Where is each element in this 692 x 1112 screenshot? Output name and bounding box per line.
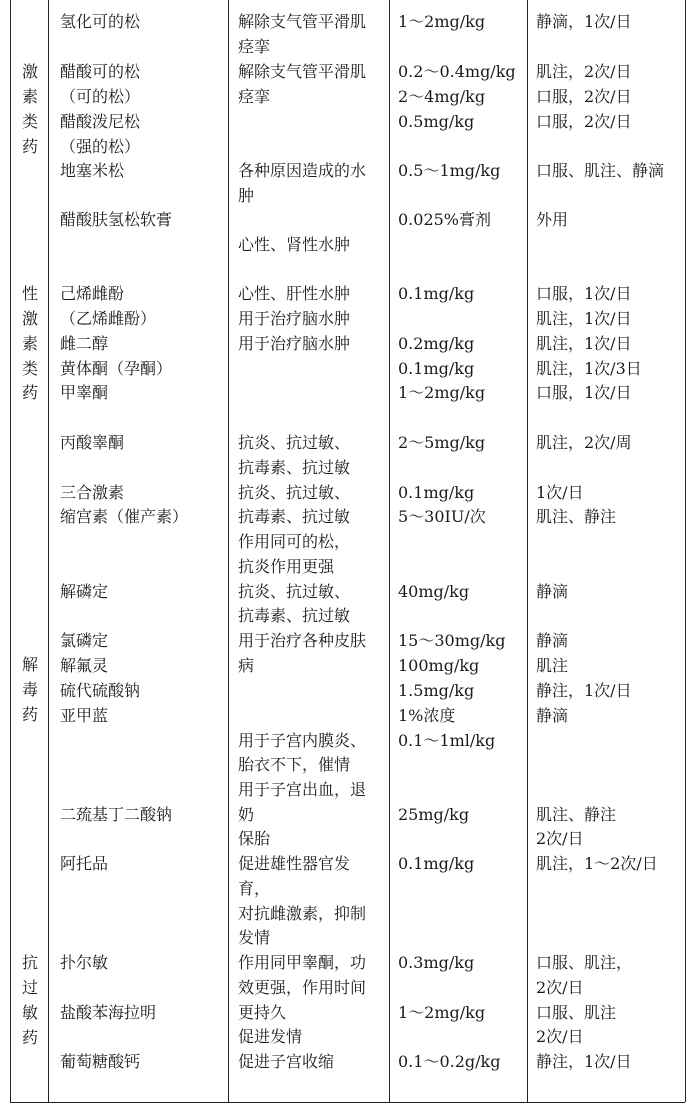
drug-dose: 0.1～1ml/kg (398, 731, 496, 750)
drug-use: 对抗雌激素，抑制 (238, 904, 367, 923)
drug-route: 肌注，1～2次/日 (536, 854, 658, 873)
drug-dose: 15～30mg/kg (398, 631, 506, 650)
column-border (389, 0, 390, 1102)
category-char: 药 (21, 1028, 38, 1047)
drug-name: 解磷定 (60, 582, 109, 601)
drug-use: 奶 (238, 805, 255, 824)
drug-use: 抗毒素、抗过敏 (238, 458, 351, 477)
drug-use: 作用同甲睾酮，功 (238, 953, 367, 972)
drug-name: 亚甲蓝 (60, 706, 109, 725)
category-char: 类 (21, 359, 38, 378)
drug-route: 口服，1次/日 (536, 383, 632, 402)
drug-name: （乙烯雌酚） (60, 309, 157, 328)
category-char: 激 (21, 62, 38, 81)
drug-use: 抗毒素、抗过敏 (238, 606, 351, 625)
table-bottom-border (10, 1102, 685, 1103)
drug-use: 作用同可的松， (238, 532, 351, 551)
category-char: 药 (21, 705, 38, 724)
category-char: 性 (21, 284, 38, 303)
drug-route: 肌注、静注 (536, 507, 617, 526)
drug-route: 口服、肌注、静滴 (536, 161, 665, 180)
drug-use: 抗炎作用更强 (238, 557, 335, 576)
drug-use: 用于治疗脑水肿 (238, 309, 351, 328)
drug-dose: 0.1mg/kg (398, 359, 475, 378)
column-border (527, 0, 528, 1102)
category-char: 素 (21, 334, 38, 353)
drug-dose: 0.5～1mg/kg (398, 161, 501, 180)
drug-dose: 0.2mg/kg (398, 334, 475, 353)
drug-name: 醋酸可的松 (60, 62, 141, 81)
drug-dose: 1～2mg/kg (398, 1003, 486, 1022)
category-char: 解 (21, 655, 38, 674)
drug-route: 静滴 (536, 582, 569, 601)
category-char: 药 (21, 137, 38, 156)
drug-use: 发情 (238, 928, 271, 947)
drug-route: 肌注，2次/周 (536, 433, 632, 452)
category-char: 素 (21, 87, 38, 106)
drug-use: 促进雄性器官发 (238, 854, 351, 873)
drug-name: 醋酸肤氢松软膏 (60, 210, 173, 229)
category-char: 敏 (21, 1003, 38, 1022)
drug-name: 三合激素 (60, 483, 125, 502)
drug-route: 2次/日 (536, 829, 584, 848)
drug-use: 促进发情 (238, 1027, 303, 1046)
drug-dose: 2～4mg/kg (398, 87, 486, 106)
drug-name: 盐酸苯海拉明 (60, 1003, 157, 1022)
drug-use: 育， (238, 879, 271, 898)
drug-route: 肌注、静注 (536, 805, 617, 824)
drug-use: 心性、肾性水肿 (238, 235, 351, 254)
drug-route: 静滴 (536, 706, 569, 725)
drug-dose: 0.1～0.2g/kg (398, 1052, 501, 1071)
drug-dose: 0.1mg/kg (398, 284, 475, 303)
drug-name: （可的松） (60, 87, 141, 106)
drug-route: 静滴 (536, 631, 569, 650)
drug-name: 黄体酮（孕酮） (60, 359, 173, 378)
drug-route: 口服、肌注， (536, 953, 633, 972)
category-char: 毒 (21, 680, 38, 699)
drug-dose: 1%浓度 (398, 706, 456, 725)
drug-route: 2次/日 (536, 1027, 584, 1046)
drug-name: 硫代硫酸钠 (60, 681, 141, 700)
drug-use: 用于子宫内膜炎、 (238, 731, 367, 750)
drug-route: 静滴，1次/日 (536, 12, 632, 31)
drug-use: 心性、肝性水肿 (238, 284, 351, 303)
drug-dose: 100mg/kg (398, 656, 480, 675)
drug-dose: 0.2～0.4mg/kg (398, 62, 516, 81)
drug-dose: 1～2mg/kg (398, 12, 486, 31)
column-border (228, 0, 229, 1102)
drug-name: （强的松） (60, 137, 141, 156)
column-border (685, 0, 686, 1102)
drug-route: 外用 (536, 210, 569, 229)
drug-dose: 25mg/kg (398, 805, 470, 824)
drug-route: 肌注，1次/日 (536, 334, 632, 353)
drug-name: 甲睾酮 (60, 383, 109, 402)
drug-dose: 1.5mg/kg (398, 681, 475, 700)
drug-route: 2次/日 (536, 978, 584, 997)
drug-route: 静注，1次/日 (536, 1052, 632, 1071)
drug-name: 氢化可的松 (60, 12, 141, 31)
drug-dose: 2～5mg/kg (398, 433, 486, 452)
drug-name: 解氟灵 (60, 656, 109, 675)
drug-name: 阿托品 (60, 854, 109, 873)
drug-name: 己烯雌酚 (60, 284, 125, 303)
column-border (48, 0, 49, 1102)
drug-route: 肌注，1次/3日 (536, 359, 642, 378)
drug-use: 抗炎、抗过敏、 (238, 433, 351, 452)
drug-use: 病 (238, 656, 255, 675)
drug-use: 解除支气管平滑肌 (238, 62, 367, 81)
category-char: 药 (21, 383, 38, 402)
drug-route: 口服，2次/日 (536, 87, 632, 106)
drug-use: 促进子宫收缩 (238, 1052, 335, 1071)
column-border (10, 0, 11, 1102)
drug-name: 扑尔敏 (60, 953, 109, 972)
drug-use: 肿 (238, 186, 255, 205)
drug-route: 口服、肌注 (536, 1003, 617, 1022)
drug-use: 抗毒素、抗过敏 (238, 507, 351, 526)
drug-route: 肌注，1次/日 (536, 309, 632, 328)
drug-use: 保胎 (238, 829, 271, 848)
drug-name: 氯磷定 (60, 631, 109, 650)
drug-name: 葡萄糖酸钙 (60, 1052, 141, 1071)
drug-dose: 0.1mg/kg (398, 483, 475, 502)
category-char: 类 (21, 112, 38, 131)
drug-route: 口服，2次/日 (536, 112, 632, 131)
drug-use: 各种原因造成的水 (238, 161, 367, 180)
drug-use: 用于子宫出血，退 (238, 780, 367, 799)
drug-use: 更持久 (238, 1003, 287, 1022)
drug-dose: 0.3mg/kg (398, 953, 475, 972)
drug-use: 抗炎、抗过敏、 (238, 582, 351, 601)
drug-use: 抗炎、抗过敏、 (238, 483, 351, 502)
drug-name: 二巯基丁二酸钠 (60, 805, 173, 824)
drug-dose: 0.025%膏剂 (398, 210, 492, 229)
drug-use: 效更强，作用时间 (238, 978, 367, 997)
drug-route: 1次/日 (536, 483, 584, 502)
drug-name: 醋酸泼尼松 (60, 112, 141, 131)
drug-name: 地塞米松 (60, 161, 125, 180)
drug-route: 肌注 (536, 656, 569, 675)
category-char: 激 (21, 309, 38, 328)
category-char: 过 (21, 978, 38, 997)
drug-route: 肌注，2次/日 (536, 62, 632, 81)
drug-use: 胎衣不下，催情 (238, 755, 351, 774)
drug-use: 痉挛 (238, 87, 271, 106)
drug-use: 痉挛 (238, 37, 271, 56)
drug-use: 用于治疗脑水肿 (238, 334, 351, 353)
drug-name: 缩宫素（催产素） (60, 507, 189, 526)
drug-dose: 1～2mg/kg (398, 383, 486, 402)
drug-name: 雌二醇 (60, 334, 109, 353)
drug-use: 解除支气管平滑肌 (238, 12, 367, 31)
drug-route: 口服，1次/日 (536, 284, 632, 303)
drug-dose: 5～30IU/次 (398, 507, 486, 526)
drug-route: 静注，1次/日 (536, 681, 632, 700)
drug-dose: 0.1mg/kg (398, 854, 475, 873)
drug-dose: 40mg/kg (398, 582, 470, 601)
drug-name: 丙酸睾酮 (60, 433, 125, 452)
drug-use: 用于治疗各种皮肤 (238, 631, 367, 650)
category-char: 抗 (21, 953, 38, 972)
drug-dose: 0.5mg/kg (398, 112, 475, 131)
